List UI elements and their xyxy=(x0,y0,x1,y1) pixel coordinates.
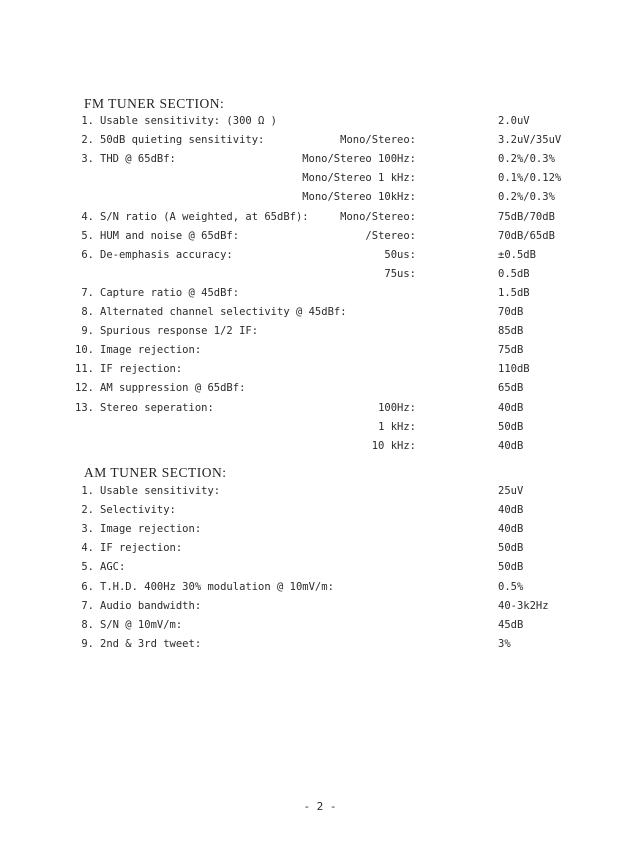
spec-number: 6. xyxy=(81,580,94,593)
spec-label: Capture ratio @ 45dBf: xyxy=(100,286,240,299)
spec-condition: 1 kHz: xyxy=(378,420,416,433)
spec-label: Stereo seperation: xyxy=(100,401,214,414)
spec-label: THD @ 65dBf: xyxy=(100,153,176,166)
spec-label: AM suppression @ 65dBf: xyxy=(100,382,246,395)
spec-row xyxy=(0,169,640,188)
spec-number: 9. xyxy=(81,325,94,338)
spec-row xyxy=(0,520,640,539)
spec-row xyxy=(0,227,640,246)
spec-row xyxy=(0,246,640,265)
spec-number: 5. xyxy=(81,229,94,242)
spec-value: 65dB xyxy=(498,382,524,395)
spec-label: Audio bandwidth: xyxy=(100,599,202,612)
spec-number: 1. xyxy=(81,115,94,127)
spec-value: 25uV xyxy=(498,485,524,497)
spec-value: 1.5dB xyxy=(498,286,530,299)
spec-label: Usable sensitivity: (300 Ω ) xyxy=(100,115,278,127)
spec-value: 40dB xyxy=(498,523,524,536)
spec-condition: Mono/Stereo: xyxy=(340,134,416,147)
spec-number: 2. xyxy=(81,134,94,147)
spec-number: 3. xyxy=(81,523,94,536)
spec-number: 2. xyxy=(81,504,94,517)
spec-value: 70dB/65dB xyxy=(498,229,555,242)
page-number: - 2 - xyxy=(303,800,337,813)
spec-row xyxy=(0,322,640,341)
spec-value: 40-3k2Hz xyxy=(498,599,549,612)
spec-number: 6. xyxy=(81,248,94,261)
spec-number: 11. xyxy=(75,363,94,376)
spec-label: Usable sensitivity: xyxy=(100,485,221,497)
spec-row xyxy=(0,284,640,303)
spec-row xyxy=(0,112,640,131)
spec-label: 50dB quieting sensitivity: xyxy=(100,134,265,147)
spec-row xyxy=(0,597,640,616)
spec-value: 2.0uV xyxy=(498,115,530,127)
spec-value: 75dB/70dB xyxy=(498,210,555,223)
spec-row xyxy=(0,558,640,577)
spec-condition: 100Hz: xyxy=(378,401,416,414)
spec-value: 110dB xyxy=(498,363,530,376)
spec-value: 70dB xyxy=(498,306,524,318)
spec-row xyxy=(0,341,640,360)
spec-number: 4. xyxy=(81,542,94,555)
spec-label: Selectivity: xyxy=(100,504,176,517)
spec-label: IF rejection: xyxy=(100,363,183,376)
spec-number: 4. xyxy=(81,210,94,223)
spec-row xyxy=(0,437,640,456)
spec-value: 0.5% xyxy=(498,580,524,593)
spec-number: 5. xyxy=(81,561,94,574)
spec-row xyxy=(0,616,640,635)
spec-row xyxy=(0,635,640,654)
spec-row xyxy=(0,208,640,227)
spec-value: 45dB xyxy=(498,618,524,631)
spec-number: 12. xyxy=(75,382,94,395)
spec-label: De-emphasis accuracy: xyxy=(100,248,233,261)
spec-value: 85dB xyxy=(498,325,524,338)
spec-label: 2nd & 3rd tweet: xyxy=(100,637,202,650)
spec-row xyxy=(0,360,640,379)
spec-label: S/N @ 10mV/m: xyxy=(100,618,183,631)
spec-condition: 75us: xyxy=(384,267,416,280)
spec-value: 50dB xyxy=(498,542,524,555)
spec-condition: Mono/Stereo 10kHz: xyxy=(302,191,416,204)
spec-label: Alternated channel selectivity @ 45dBf: xyxy=(100,306,347,318)
spec-row xyxy=(0,150,640,169)
spec-row xyxy=(0,131,640,150)
spec-label: IF rejection: xyxy=(100,542,183,555)
spec-number: 7. xyxy=(81,599,94,612)
spec-row xyxy=(0,379,640,398)
spec-condition: /Stereo: xyxy=(365,229,416,242)
spec-value: 3.2uV/35uV xyxy=(498,134,562,147)
spec-value: ±0.5dB xyxy=(498,248,536,261)
spec-row xyxy=(0,399,640,418)
spec-label: Image rejection: xyxy=(100,344,202,357)
spec-row xyxy=(0,303,640,322)
spec-condition: 50us: xyxy=(384,248,416,261)
spec-number: 9. xyxy=(81,637,94,650)
spec-number: 13. xyxy=(75,401,94,414)
spec-number: 8. xyxy=(81,618,94,631)
spec-number: 3. xyxy=(81,153,94,166)
spec-label: HUM and noise @ 65dBf: xyxy=(100,229,240,242)
spec-value: 0.2%/0.3% xyxy=(498,191,555,204)
fm-section-title: FM TUNER SECTION: xyxy=(84,96,225,111)
spec-row xyxy=(0,578,640,597)
spec-value: 0.1%/0.12% xyxy=(498,172,562,185)
spec-row xyxy=(0,188,640,207)
spec-row xyxy=(0,501,640,520)
spec-number: 8. xyxy=(81,306,94,318)
spec-value: 0.5dB xyxy=(498,267,530,280)
spec-row xyxy=(0,418,640,437)
spec-value: 40dB xyxy=(498,439,524,452)
spec-value: 50dB xyxy=(498,420,524,433)
am-section-title: AM TUNER SECTION: xyxy=(84,465,227,480)
spec-label: Image rejection: xyxy=(100,523,202,536)
spec-value: 40dB xyxy=(498,401,524,414)
spec-condition: Mono/Stereo 1 kHz: xyxy=(302,172,416,185)
spec-row xyxy=(0,482,640,501)
spec-value: 0.2%/0.3% xyxy=(498,153,555,166)
spec-label: S/N ratio (A weighted, at 65dBf): xyxy=(100,210,309,223)
spec-condition: 10 kHz: xyxy=(371,439,416,452)
spec-value: 50dB xyxy=(498,561,524,574)
spec-condition: Mono/Stereo: xyxy=(340,210,416,223)
spec-label: Spurious response 1/2 IF: xyxy=(100,325,259,338)
spec-number: 7. xyxy=(81,286,94,299)
spec-number: 1. xyxy=(81,485,94,497)
spec-row xyxy=(0,265,640,284)
spec-value: 3% xyxy=(498,637,511,650)
spec-label: AGC: xyxy=(100,561,126,574)
spec-value: 75dB xyxy=(498,344,524,357)
spec-row xyxy=(0,539,640,558)
spec-condition: Mono/Stereo 100Hz: xyxy=(302,153,416,166)
spec-value: 40dB xyxy=(498,504,524,517)
spec-number: 10. xyxy=(75,344,94,357)
spec-label: T.H.D. 400Hz 30% modulation @ 10mV/m: xyxy=(100,580,334,593)
